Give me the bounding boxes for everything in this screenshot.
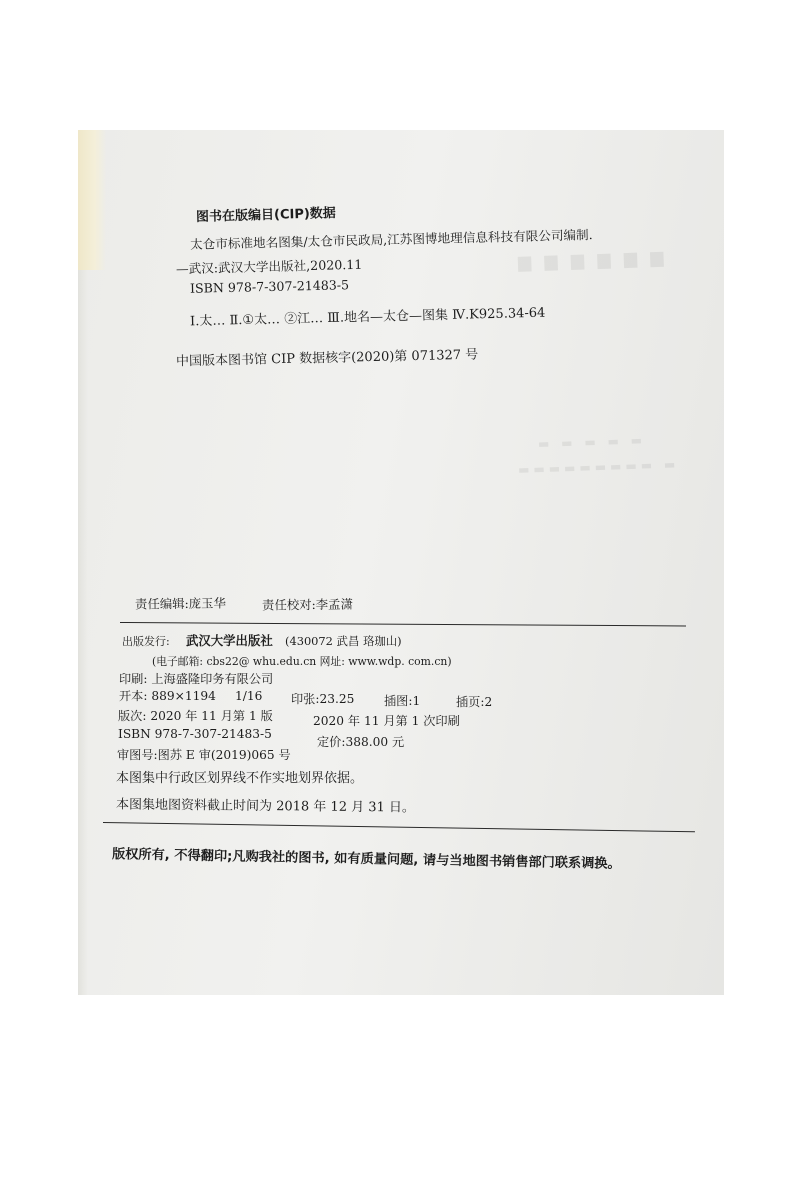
- printing: 2020 年 11 月第 1 次印刷: [313, 714, 460, 728]
- responsible-editor: 责任编辑:庞玉华: [134, 595, 227, 612]
- publisher-contact: (电子邮箱: cbs22@ whu.edu.cn 网址: www.wdp. com.cn): [152, 655, 452, 668]
- book-fold: 1/16: [235, 689, 263, 703]
- cip-publisher-line: —武汉:武汉大学出版社,2020.11: [175, 256, 363, 277]
- cip-record-number: 中国版本图书馆 CIP 数据核字(2020)第 071327 号: [175, 347, 479, 370]
- cip-heading: 图书在版编目(CIP)数据: [195, 206, 337, 225]
- data-cutoff-note: 本图集地图资料截止时间为 2018 年 12 月 31 日。: [115, 797, 416, 816]
- cip-title-line: 太仓市标准地名图集/太仓市民政局,江苏图博地理信息科技有限公司编制.: [189, 227, 593, 252]
- responsible-proofreader: 责任校对:李孟潇: [261, 596, 354, 613]
- insert-count: 插页:2: [456, 695, 493, 709]
- price: 定价:388.00 元: [317, 735, 405, 749]
- cip-classification: Ⅰ.太… Ⅱ.①太… ②江… Ⅲ.地名—太仓—图集 Ⅳ.K925.34-64: [189, 305, 546, 330]
- isbn: ISBN 978-7-307-21483-5: [118, 727, 272, 741]
- figure-count: 插图:1: [384, 694, 421, 708]
- facing-page-edge: [78, 130, 106, 270]
- publisher-name: 武汉大学出版社: [186, 633, 273, 648]
- show-through-text: ▬▬▬▬▬▬▬▬▬ ▬: [517, 457, 680, 477]
- copyright-statement: 版权所有, 不得翻印;凡购我社的图书, 如有质量问题, 请与当地图书销售部门联系调换。: [111, 847, 621, 872]
- publisher-address: (430072 武昌 珞珈山): [285, 634, 402, 648]
- publisher-label: 出版发行:: [122, 635, 170, 648]
- boundary-note: 本图集中行政区划界线不作实地划界依据。: [116, 771, 364, 786]
- cip-isbn: ISBN 978-7-307-21483-5: [189, 277, 350, 296]
- show-through-text: ▆ ▆ ▆ ▆ ▆ ▆: [517, 247, 668, 273]
- page-fold-shadow: [78, 270, 88, 995]
- printer: 印刷: 上海盛隆印务有限公司: [119, 672, 274, 686]
- book-format: 开本: 889×1194: [119, 689, 216, 703]
- map-approval-number: 审图号:图苏 E 审(2019)065 号: [117, 748, 291, 762]
- show-through-text: ▬ ▬ ▬ ▬ ▬: [537, 433, 647, 451]
- printed-sheets: 印张:23.25: [291, 692, 355, 706]
- edition: 版次: 2020 年 11 月第 1 版: [118, 709, 273, 723]
